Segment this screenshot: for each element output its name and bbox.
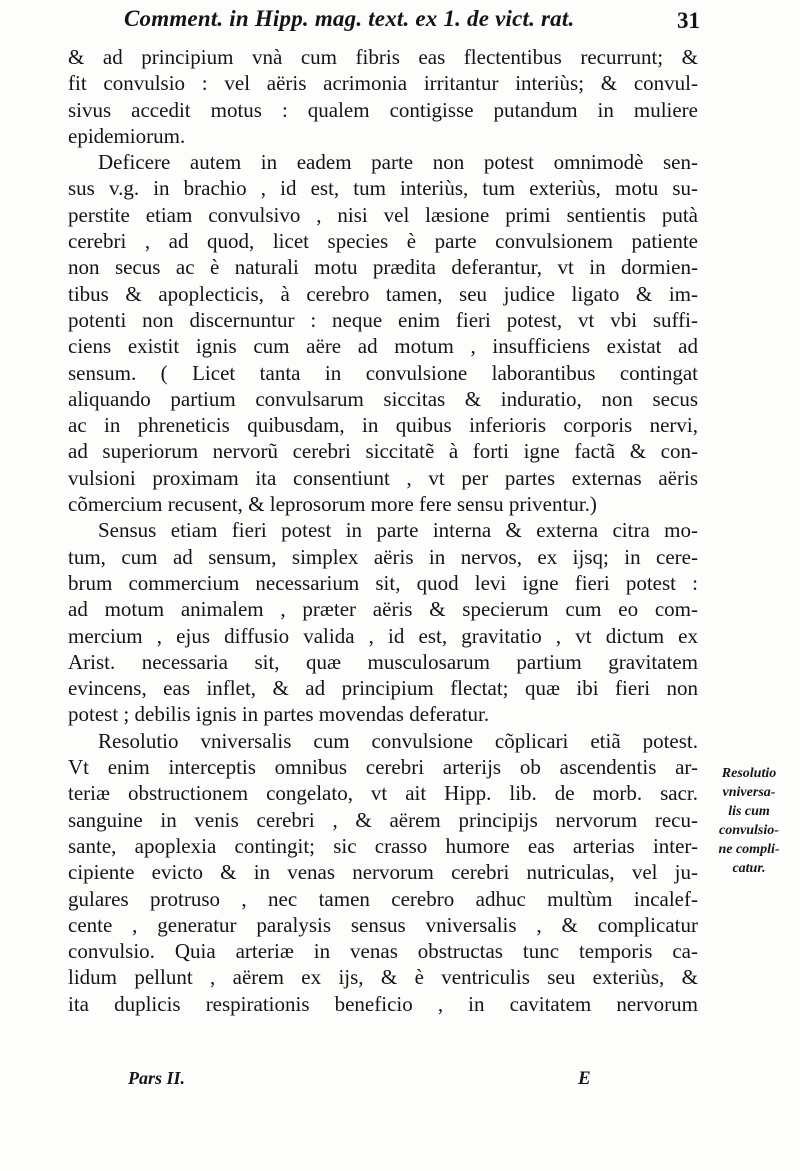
- text-line: ad motum animalem , præter aëris & specierum cum eo com-: [68, 597, 698, 622]
- marginal-note-line: ne compli-: [718, 842, 780, 857]
- text-line: Arist. necessaria sit, quæ musculosarum partium gravitatem: [68, 649, 698, 674]
- text-line: teriæ obstructionem congelato, vt ait Hipp. lib. de morb. sacr.: [68, 781, 698, 806]
- text-line: lidum pellunt , aërem ex ijs, & è ventriculis seu exteriùs, &: [68, 965, 698, 990]
- text-line: sivus accedit motus : qualem contigisse putandum in muliere: [68, 97, 698, 122]
- running-head: Comment. in Hipp. mag. text. ex 1. de vict. rat.: [124, 6, 575, 31]
- text-line: potenti non discernuntur : neque enim fieri potest, vt vbi suffi-: [68, 307, 698, 332]
- text-line: ac in phreneticis quibusdam, in quibus inferioris corporis nervi,: [68, 413, 698, 438]
- marginal-note-line: convulsio-: [719, 823, 779, 838]
- marginal-note-line: catur.: [732, 861, 766, 876]
- main-text-block: [68, 44, 698, 1017]
- text-line: sante, apoplexia contingit; sic crasso humore eas arterias inter-: [68, 833, 698, 858]
- text-line: sanguine in venis cerebri , & aërem principijs nervorum recu-: [68, 807, 698, 832]
- paragraph-start-line: Deficere autem in eadem parte non potest omnimodè sen-: [98, 150, 698, 175]
- page-footer: [60, 1068, 700, 1098]
- marginal-note-line: lis cum: [728, 804, 770, 819]
- text-line: fit convulsio : vel aëris acrimonia irritantur interiùs; & convul-: [68, 71, 698, 96]
- page-header: [60, 6, 700, 40]
- text-line: ciens existit ignis cum aëre ad motum , insufficiens existat ad: [68, 334, 698, 359]
- marginal-note-line: vniversa-: [722, 785, 776, 800]
- text-line: ad superiorum nervorũ cerebri siccitatẽ à forti igne factã & con-: [68, 439, 698, 464]
- text-line: epidemiorum.: [68, 123, 186, 148]
- text-line: aliquando partium convulsarum siccitas & induratio, non secus: [68, 386, 698, 411]
- text-line: convulsio. Quia arteriæ in venas obstructas tunc temporis ca-: [68, 939, 698, 964]
- text-line: tum, cum ad sensum, simplex aëris in nervos, ex ijsq; in cere-: [68, 544, 698, 569]
- text-line: ita duplicis respirationis beneficio , in cavitatem nervorum: [68, 991, 698, 1016]
- text-line: tibus & apoplecticis, à cerebro tamen, seu judice ligato & im-: [68, 281, 698, 306]
- paragraph-start-line: Sensus etiam fieri potest in parte interna & externa citra mo-: [98, 518, 698, 543]
- signature-mark: Pars II.: [128, 1068, 186, 1088]
- marginal-note-line: Resolutio: [721, 766, 777, 781]
- paragraph-start-line: Resolutio vniversalis cum convulsione cõplicari etiã potest.: [98, 728, 698, 753]
- text-line: cõmercium recusent, & leprosorum more fere sensu priventur.): [68, 492, 597, 517]
- marginal-note: [703, 764, 795, 878]
- text-line: mercium , ejus diffusio valida , id est, gravitatio , vt dictum ex: [68, 623, 698, 648]
- text-line: potest ; debilis ignis in partes movendas deferatur.: [68, 702, 490, 727]
- text-line: cerebri , ad quod, licet species è parte convulsionem patiente: [68, 229, 698, 254]
- text-line: sensum. ( Licet tanta in convulsione laborantibus contingat: [68, 360, 698, 385]
- text-line: evincens, eas inflet, & ad principium flectat; quæ ibi fieri non: [68, 676, 698, 701]
- text-line: cente , generatur paralysis sensus vniversalis , & complicatur: [68, 912, 698, 937]
- text-line: gulares protruso , nec tamen cerebro adhuc multùm incalef-: [68, 886, 698, 911]
- text-line: & ad principium vnà cum fibris eas flectentibus recurrunt; &: [68, 45, 698, 69]
- text-line: Vt enim interceptis omnibus cerebri arterijs ob ascendentis ar-: [68, 755, 698, 780]
- text-line: brum commercium necessarium sit, quod levi igne fieri potest :: [68, 570, 698, 595]
- text-line: cipiente evicto & in venas nervorum cerebri nutriculas, vel ju-: [68, 860, 698, 885]
- text-line: vulsioni proximam ita consentiunt , vt per partes externas aëris: [68, 465, 698, 490]
- text-line: perstite etiam convulsivo , nisi vel læsione primi sentientis putà: [68, 202, 698, 227]
- text-line: non secus ac è naturali motu prædita deferantur, vt in dormien-: [68, 255, 698, 280]
- page-number: 31: [677, 8, 700, 33]
- catchword: E: [578, 1068, 591, 1089]
- text-line: sus v.g. in brachio , id est, tum interiùs, tum exteriùs, motu su-: [68, 176, 698, 201]
